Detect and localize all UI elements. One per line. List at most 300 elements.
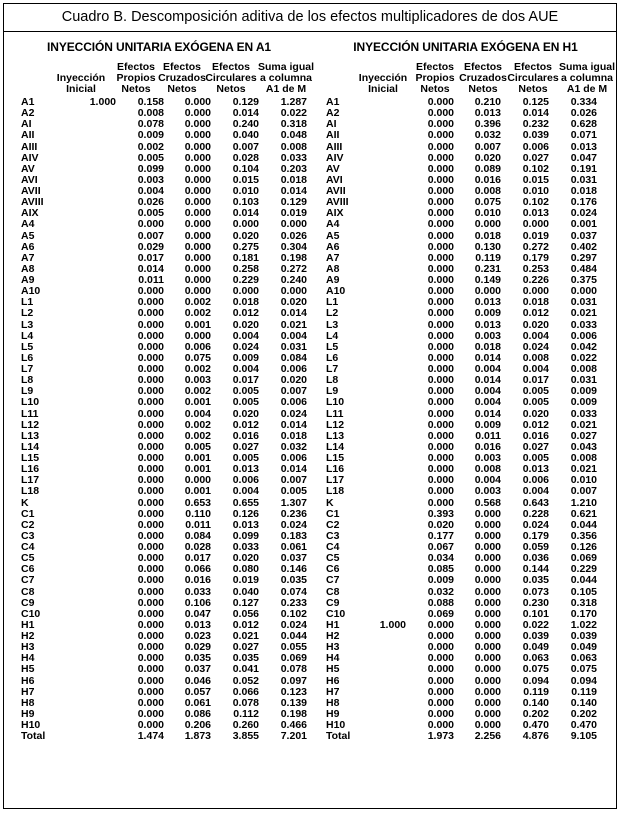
suma-cell: 0.044	[570, 574, 597, 587]
cruzados-cell: 0.003	[474, 452, 501, 464]
inicial-cell	[66, 486, 116, 497]
circulares-cell: 0.012	[232, 618, 259, 631]
row-indent	[4, 709, 21, 720]
table-row	[4, 676, 307, 687]
row-label: C7	[21, 574, 35, 587]
row-indent	[4, 219, 21, 230]
propios-cell: 0.393	[427, 507, 454, 520]
inicial-cell	[66, 420, 116, 431]
cruzados-cell: 0.000	[184, 140, 211, 153]
suma-cell: 0.037	[280, 552, 307, 565]
row-label: L5	[326, 340, 339, 353]
propios-cell: 0.069	[427, 607, 454, 620]
circulares-cell: 0.012	[522, 418, 549, 431]
row-indent	[314, 520, 326, 531]
inicial-cell	[356, 286, 406, 297]
propios-cell: 0.088	[427, 596, 454, 609]
table-row	[4, 587, 307, 598]
suma-cell: 0.183	[280, 529, 307, 542]
cruzados-cell: 2.256	[474, 730, 501, 743]
propios-cell: 0.000	[427, 274, 454, 286]
row-indent	[314, 498, 326, 509]
circulares-cell: 0.005	[522, 385, 549, 398]
circulares-cell: 0.033	[232, 541, 259, 553]
propios-cell: 0.000	[137, 596, 164, 609]
row-indent	[314, 609, 326, 620]
inicial-cell: 1.000	[89, 96, 116, 108]
inicial-cell	[66, 442, 116, 453]
cruzados-cell: 0.002	[184, 296, 211, 309]
cruzados-cell: 0.002	[184, 429, 211, 442]
table-row	[314, 164, 597, 175]
row-label: AV	[326, 162, 340, 175]
circulares-cell: 0.020	[522, 318, 549, 331]
cruzados-cell: 0.000	[184, 185, 211, 197]
propios-cell: 0.000	[137, 296, 164, 309]
suma-cell: 7.201	[280, 730, 307, 743]
circulares-cell: 0.005	[522, 452, 549, 464]
suma-cell: 0.022	[570, 351, 597, 364]
table-row	[314, 264, 597, 275]
cruzados-cell: 0.000	[474, 541, 501, 553]
row-label: L9	[21, 385, 34, 398]
propios-cell: 0.000	[137, 418, 164, 431]
propios-cell: 0.002	[137, 140, 164, 153]
propios-cell: 0.032	[427, 585, 454, 598]
row-label: L8	[21, 374, 34, 387]
row-label: H6	[21, 674, 35, 687]
cruzados-cell: 0.006	[184, 340, 211, 353]
suma-cell: 0.022	[280, 107, 307, 120]
propios-cell: 0.014	[137, 262, 164, 275]
inicial-cell	[356, 320, 406, 331]
row-label: L4	[21, 329, 34, 342]
circulares-cell: 0.066	[232, 685, 259, 698]
inicial-cell	[356, 130, 406, 141]
inicial-cell	[66, 275, 116, 286]
table-row	[314, 308, 597, 319]
cruzados-cell: 0.013	[184, 618, 211, 631]
row-indent	[314, 642, 326, 653]
suma-cell: 0.069	[280, 652, 307, 665]
row-label: A4	[326, 218, 340, 231]
inicial-cell	[66, 342, 116, 353]
cruzados-cell: 1.873	[184, 730, 211, 743]
circulares-cell: 0.014	[522, 107, 549, 120]
suma-cell: 0.198	[280, 251, 307, 264]
propios-cell: 0.000	[137, 318, 164, 331]
row-label: Total	[21, 730, 46, 743]
row-label: L18	[21, 485, 40, 498]
row-label: L14	[326, 440, 345, 453]
inicial-cell	[356, 197, 406, 208]
suma-cell: 0.074	[280, 585, 307, 598]
row-indent	[314, 331, 326, 342]
row-label: H4	[21, 652, 35, 665]
row-label: A4	[21, 218, 35, 231]
row-indent	[4, 364, 21, 375]
table-row	[4, 664, 307, 675]
cruzados-cell: 0.017	[184, 552, 211, 565]
cruzados-cell: 0.000	[474, 641, 501, 654]
inicial-cell	[356, 431, 406, 442]
propios-cell: 0.000	[137, 529, 164, 542]
inicial-cell	[66, 598, 116, 609]
inicial-cell	[356, 208, 406, 219]
suma-cell: 0.024	[280, 618, 307, 631]
circulares-cell: 0.020	[232, 318, 259, 331]
cruzados-cell: 0.000	[184, 118, 211, 131]
propios-cell: 0.000	[427, 685, 454, 698]
table-row	[314, 587, 597, 598]
suma-cell: 0.037	[570, 229, 597, 242]
circulares-cell: 0.004	[232, 485, 259, 498]
cruzados-cell: 0.001	[184, 452, 211, 464]
row-indent	[4, 297, 21, 308]
cruzados-cell: 0.013	[474, 107, 501, 120]
cruzados-cell: 0.061	[184, 696, 211, 709]
propios-cell: 0.026	[137, 196, 164, 209]
row-label: H1	[326, 618, 340, 631]
row-indent	[4, 564, 21, 575]
table-row	[4, 130, 307, 141]
suma-cell: 1.287	[280, 96, 307, 108]
row-label: L14	[21, 440, 40, 453]
circulares-cell: 0.005	[232, 385, 259, 398]
row-indent	[4, 653, 21, 664]
inicial-cell	[66, 575, 116, 586]
row-label: L1	[21, 296, 34, 309]
cruzados-cell: 0.023	[184, 630, 211, 642]
propios-cell: 0.000	[427, 351, 454, 364]
table-row	[314, 453, 597, 464]
suma-cell: 0.140	[570, 696, 597, 709]
table-row	[314, 520, 597, 531]
inicial-cell	[66, 142, 116, 153]
row-indent	[4, 520, 21, 531]
table-row	[314, 542, 597, 553]
suma-cell: 0.008	[570, 452, 597, 464]
table-row	[314, 620, 597, 631]
suma-cell: 0.014	[280, 463, 307, 476]
suma-cell: 0.063	[570, 652, 597, 665]
propios-cell: 0.000	[427, 151, 454, 164]
suma-cell: 9.105	[570, 730, 597, 743]
suma-cell: 1.307	[280, 496, 307, 509]
header-propios: Efectos Propios Netos	[116, 61, 156, 95]
propios-cell: 0.000	[427, 474, 454, 487]
cruzados-cell: 0.014	[474, 351, 501, 364]
cruzados-cell: 0.001	[184, 318, 211, 331]
row-indent	[4, 108, 21, 119]
inicial-cell	[356, 664, 406, 675]
circulares-cell: 0.012	[232, 307, 259, 320]
row-indent	[4, 698, 21, 709]
inicial-cell	[356, 698, 406, 709]
row-label: H1	[21, 618, 35, 631]
row-label: H8	[326, 696, 340, 709]
suma-cell: 1.022	[570, 618, 597, 631]
inicial-cell	[356, 542, 406, 553]
row-label: C2	[326, 518, 340, 531]
row-indent	[314, 409, 326, 420]
suma-cell: 0.146	[280, 563, 307, 576]
propios-cell: 0.000	[427, 196, 454, 209]
row-indent	[4, 253, 21, 264]
circulares-cell: 0.021	[232, 630, 259, 642]
row-label: L7	[21, 363, 34, 375]
circulares-cell: 0.000	[522, 218, 549, 231]
cruzados-cell: 0.014	[474, 374, 501, 387]
circulares-cell: 0.102	[522, 162, 549, 175]
inicial-cell: 1.000	[379, 618, 406, 631]
inicial-cell	[356, 653, 406, 664]
suma-cell: 0.318	[570, 596, 597, 609]
circulares-cell: 0.035	[522, 574, 549, 587]
inicial-cell	[356, 687, 406, 698]
row-indent	[4, 231, 21, 242]
row-indent	[4, 386, 21, 397]
propios-cell: 0.099	[137, 162, 164, 175]
row-indent	[314, 342, 326, 353]
cruzados-cell: 0.000	[184, 229, 211, 242]
table-row	[314, 186, 597, 197]
row-indent	[4, 676, 21, 687]
propios-cell: 0.000	[137, 307, 164, 320]
cruzados-cell: 0.047	[184, 607, 211, 620]
table-row	[314, 342, 597, 353]
circulares-cell: 0.019	[522, 229, 549, 242]
circulares-cell: 3.855	[232, 730, 259, 743]
table-row	[314, 275, 597, 286]
circulares-cell: 0.020	[232, 229, 259, 242]
circulares-cell: 0.006	[232, 474, 259, 487]
row-indent	[4, 687, 21, 698]
row-label: H2	[21, 630, 35, 642]
table-row	[4, 219, 307, 230]
table-row	[314, 420, 597, 431]
row-indent	[4, 553, 21, 564]
table-row	[314, 720, 597, 731]
row-indent	[314, 664, 326, 675]
table-row	[314, 397, 597, 408]
suma-cell: 0.008	[280, 140, 307, 153]
cruzados-cell: 0.000	[184, 329, 211, 342]
row-indent	[314, 219, 326, 230]
row-label: C8	[326, 585, 340, 598]
propios-cell: 0.005	[137, 207, 164, 220]
cruzados-cell: 0.016	[474, 440, 501, 453]
inicial-cell	[356, 531, 406, 542]
header-propios: Efectos Propios Netos	[415, 61, 455, 95]
table-row	[314, 208, 597, 219]
cruzados-cell: 0.000	[474, 518, 501, 531]
row-label: H5	[326, 663, 340, 676]
row-indent	[4, 731, 21, 742]
propios-cell: 0.000	[137, 552, 164, 565]
cruzados-cell: 0.032	[474, 129, 501, 142]
inicial-cell	[66, 520, 116, 531]
row-label: C3	[21, 529, 35, 542]
propios-cell: 0.000	[427, 296, 454, 309]
cruzados-cell: 0.011	[185, 518, 211, 531]
table-row	[314, 142, 597, 153]
row-label: AII	[21, 129, 35, 142]
circulares-cell: 0.027	[522, 440, 549, 453]
propios-cell: 0.000	[427, 207, 454, 220]
table-row	[314, 609, 597, 620]
cruzados-cell: 0.000	[474, 596, 501, 609]
row-indent	[4, 153, 21, 164]
inicial-cell	[356, 642, 406, 653]
circulares-cell: 0.039	[522, 129, 549, 142]
table-row	[314, 153, 597, 164]
cruzados-cell: 0.000	[184, 129, 211, 142]
row-indent	[4, 486, 21, 497]
suma-cell: 0.203	[280, 162, 307, 175]
row-indent	[314, 564, 326, 575]
row-indent	[4, 409, 21, 420]
propios-cell: 0.034	[427, 552, 454, 565]
cruzados-cell: 0.046	[184, 674, 211, 687]
table-row	[314, 175, 597, 186]
row-label: AI	[21, 118, 32, 131]
circulares-cell: 0.017	[522, 374, 549, 387]
row-indent	[314, 598, 326, 609]
suma-cell: 0.021	[570, 307, 597, 320]
inicial-cell	[356, 97, 406, 108]
circulares-cell: 0.000	[232, 285, 259, 298]
cruzados-cell: 0.020	[474, 151, 501, 164]
cruzados-cell: 0.000	[474, 607, 501, 620]
cruzados-cell: 0.000	[474, 719, 501, 731]
cruzados-cell: 0.000	[474, 529, 501, 542]
row-indent	[4, 498, 21, 509]
suma-cell: 0.005	[280, 485, 307, 498]
propios-cell: 0.000	[427, 429, 454, 442]
suma-cell: 0.033	[280, 151, 307, 164]
propios-cell: 0.078	[137, 118, 164, 131]
row-indent	[4, 342, 21, 353]
propios-cell: 0.000	[427, 485, 454, 498]
row-indent	[4, 142, 21, 153]
suma-cell: 0.000	[570, 285, 597, 298]
table-row	[314, 386, 597, 397]
suma-cell: 0.233	[280, 596, 307, 609]
circulares-cell: 0.119	[523, 685, 549, 698]
propios-cell: 0.000	[137, 218, 164, 231]
row-label: A2	[326, 107, 340, 120]
row-label: A10	[21, 285, 41, 298]
cruzados-cell: 0.016	[184, 574, 211, 587]
suma-cell: 0.048	[280, 129, 307, 142]
suma-cell: 0.031	[570, 296, 597, 309]
suma-cell: 0.466	[280, 719, 307, 731]
suma-cell: 0.297	[570, 251, 597, 264]
row-label: A1	[326, 96, 340, 108]
cruzados-cell: 0.000	[184, 151, 211, 164]
table-row	[314, 698, 597, 709]
table-row	[4, 231, 307, 242]
suma-cell: 0.202	[570, 707, 597, 720]
row-label: L13	[326, 429, 345, 442]
cruzados-cell: 0.210	[474, 96, 501, 108]
row-label: L5	[21, 340, 34, 353]
row-indent	[4, 208, 21, 219]
row-label: C4	[326, 541, 340, 553]
cruzados-cell: 0.001	[184, 463, 211, 476]
row-indent	[314, 509, 326, 520]
circulares-cell: 0.005	[232, 396, 259, 409]
suma-cell: 0.170	[570, 607, 597, 620]
propios-cell: 0.177	[427, 529, 454, 542]
inicial-cell	[356, 598, 406, 609]
row-label: AIII	[326, 140, 343, 153]
circulares-cell: 0.007	[232, 140, 259, 153]
row-indent	[4, 119, 21, 130]
inicial-cell	[356, 498, 406, 509]
circulares-cell: 0.013	[522, 207, 549, 220]
circulares-cell: 0.014	[232, 207, 259, 220]
inicial-cell	[66, 286, 116, 297]
circulares-cell: 0.181	[232, 251, 259, 264]
inicial-cell	[66, 631, 116, 642]
suma-cell: 0.049	[570, 641, 597, 654]
inicial-cell	[66, 642, 116, 653]
suma-cell: 0.031	[570, 173, 597, 186]
propios-cell: 0.158	[137, 96, 164, 108]
row-indent	[314, 297, 326, 308]
row-label: A8	[21, 262, 35, 275]
inicial-cell	[66, 364, 116, 375]
circulares-cell: 0.049	[522, 641, 549, 654]
suma-cell: 1.210	[570, 496, 597, 509]
row-indent	[4, 475, 21, 486]
cruzados-cell: 0.001	[184, 485, 211, 498]
propios-cell: 0.009	[137, 129, 164, 142]
cruzados-cell: 0.000	[184, 262, 211, 275]
circulares-cell: 0.056	[232, 607, 259, 620]
inicial-cell	[66, 609, 116, 620]
row-indent	[4, 620, 21, 631]
row-label: L6	[21, 351, 34, 364]
cruzados-cell: 0.009	[474, 307, 501, 320]
cruzados-cell: 0.000	[474, 552, 501, 565]
inicial-cell	[356, 509, 406, 520]
cruzados-cell: 0.018	[474, 340, 501, 353]
inicial-cell	[356, 564, 406, 575]
row-indent	[4, 286, 21, 297]
row-label: H10	[21, 719, 41, 731]
table-row	[4, 397, 307, 408]
suma-cell: 0.334	[570, 96, 597, 108]
circulares-cell: 0.020	[232, 552, 259, 565]
propios-cell: 0.007	[137, 229, 164, 242]
inicial-cell	[66, 531, 116, 542]
row-label: L11	[21, 407, 39, 420]
circulares-cell: 0.010	[522, 185, 549, 197]
propios-cell: 0.000	[137, 563, 164, 576]
row-indent	[314, 464, 326, 475]
suma-cell: 0.018	[280, 429, 307, 442]
row-label: L17	[21, 474, 40, 487]
cruzados-cell: 0.149	[474, 274, 501, 286]
propios-cell: 0.000	[137, 463, 164, 476]
propios-cell: 0.000	[427, 463, 454, 476]
cruzados-cell: 0.002	[184, 418, 211, 431]
suma-cell: 0.014	[280, 185, 307, 197]
suma-cell: 0.000	[280, 218, 307, 231]
